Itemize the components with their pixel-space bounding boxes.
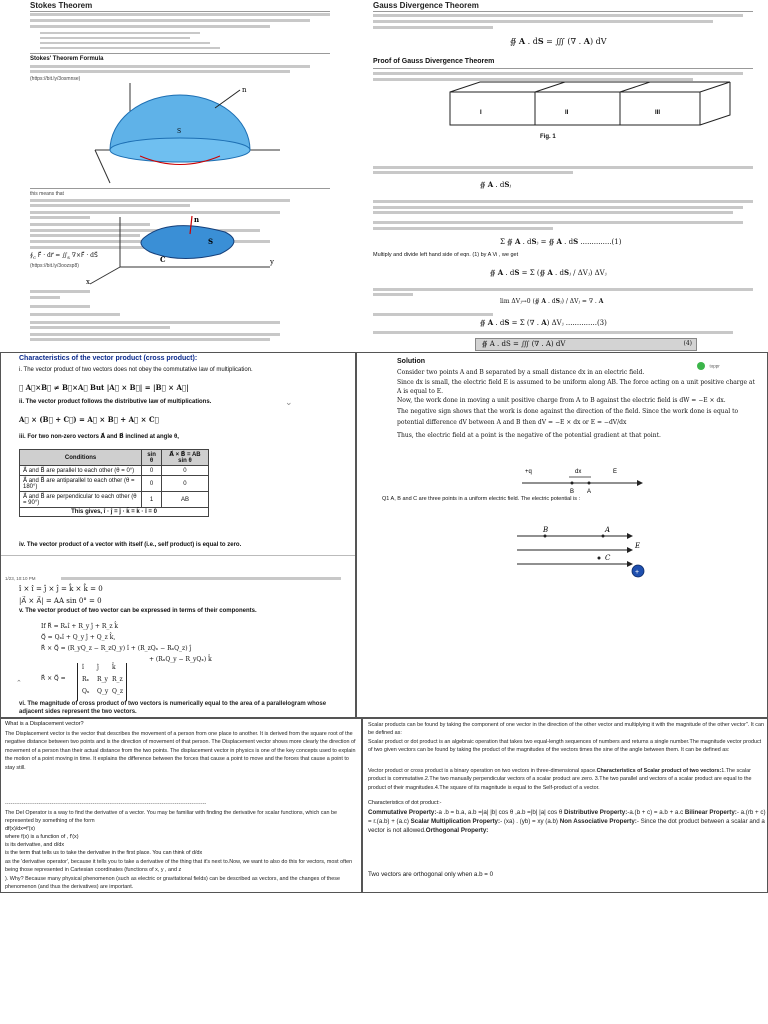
gauss-fig-caption: Fig. 1	[540, 134, 556, 140]
gauss-panel: Gauss Divergence Theorem ∯ A . dS = ∭ (∇ . A) dV Proof of Gauss Divergence Theorem I II III Fig. 1 ∯ A . dSⱼ Σ ∯ A . dSⱼ = ∯ A . dS ..............(1) Multiply and divide left hand side of eqn. (1) by A Vi , we get ∯ A . dS = Σ (∯ A . dSⱼ / ΔVⱼ) ΔVⱼ lim ΔVⱼ→0 (∯ A . dSⱼ) / ΔVⱼ = ∇ . A ∯ A . dS = Σ (∇ . A) ΔVⱼ ..............(3) ∯ A . dS = ∭ (∇ . A) dV (4)	[360, 0, 768, 352]
cross-p2: ii. The vector product follows the distributive law of multiplications.	[19, 399, 212, 405]
cross-p4: iv. The vector product of a vector with itself (i.e., self product) is equal to zero.	[19, 542, 242, 548]
cross-conditions-table	[19, 449, 209, 517]
gauss-step1: Multiply and divide left hand side of eqn. (1) by A Vi , we get	[373, 252, 519, 258]
solution-question: Q1 A, B and C are three points in a uniform electric field. The electric potential is :	[382, 496, 580, 502]
solution-line-4: The negative sign shows that the work is done against the direction of the field. Since the work done is equal to	[397, 408, 739, 415]
stokes-link-1[interactable]: (https://bit.ly/3osmnse)	[30, 76, 81, 82]
cross-p3: iii. For two non-zero vectors A⃗ and B⃗ inclined at angle θ,	[19, 434, 179, 440]
cross-eq5a: If R⃗ = Rₓî + R_y ĵ + R_z k̂	[41, 623, 119, 630]
del-line-3: is its derivative, and d/dx	[5, 842, 65, 848]
stokes-s-label: S	[177, 128, 182, 135]
table-row: A⃗ and B⃗ are parallel to each other (θ = 0°) 0 0	[20, 466, 209, 476]
zoom-icon: +	[635, 569, 640, 576]
scalar-p2: Scalar product or dot product is an algebraic operation that takes two equal-length sequences of numbers and returns a single number.The magnitude vector product of two given vectors can be found by taking the product of the magnitudes of the vectors times the sine of the angle between them. It can be defined as:	[368, 739, 762, 754]
box-label-2: II	[565, 110, 569, 116]
table-header: A⃗ × B⃗ = AB sin θ	[161, 450, 208, 466]
table-header: Conditions	[20, 450, 142, 466]
solution-line-6: Thus, the electric field at a point is the negative of the potential gradient at that point.	[397, 432, 661, 439]
stokes-surface-figure	[60, 212, 290, 287]
stokes-dome-figure	[80, 78, 310, 188]
cross-eq5d: + (RₓQ_y − R_yQₓ) k̂	[149, 656, 212, 663]
det-label: R⃗ × Q⃗ =	[41, 675, 66, 682]
stokes-title: Stokes Theorem	[30, 1, 93, 10]
table-row: A⃗ and B⃗ are antiparallel to each other (θ = 180°) 0 0	[20, 476, 209, 492]
table-header-row	[20, 450, 209, 466]
del-line-1: df(x)/dx=f'(x)	[5, 826, 35, 832]
field-a-label: A	[605, 526, 611, 534]
del-intro: The Del Operator is a way to find the derivative of a vector. You may be familiar with finding the derivative for scalar functions, which can be represented by something of the form	[5, 810, 337, 825]
cross-p1: i. The vector product of two vectors does not obey the commutative law of multiplication.	[19, 367, 253, 373]
cross-p5: v. The vector product of two vector can be expressed in terms of their components.	[19, 608, 257, 614]
gauss-proof-title: Proof of Gauss Divergence Theorem	[373, 58, 495, 65]
table-row: A⃗ and B⃗ are perpendicular to each other (θ = 90°) 1 AB	[20, 492, 209, 508]
scalar-p5: Commutative Property:-a .b = b.a, a.b =|a| |b| cos θ ,a.b =|b| |a| cos θ Distributive Property:-a.(b + c) = a.b + a.c Bilinear Property:- a.(rb + c) = r.(a.b) + (a.c) Scalar Multiplication Property:- (xa) . (yb) = xy (a.b) Non Associative Property:- Since the dot product between a scalar and a vector is not allowed.Orthogonal Property:	[368, 809, 766, 834]
gauss-boxes-figure	[440, 80, 740, 130]
timestamp: 1/23, 10:10 PM	[5, 576, 36, 581]
del-line-2: where f(x) is a function of , f'(x)	[5, 834, 79, 840]
determinant: î ĵ k̂ Rₓ R_y R_z Qₓ Q_y Q_z	[77, 663, 127, 701]
scalar-p7: Two vectors are orthogonal only when a.b = 0	[368, 871, 494, 878]
cross-eq4b: |A⃗ × A⃗| = AA sin 0° = 0	[19, 597, 102, 605]
cross-eq2: A⃗ × (B⃗ + C⃗) = A⃗ × B⃗ + A⃗ × C⃗	[19, 415, 159, 424]
scalar-p1: Scalar products can be found by taking the component of one vector in the direction of the other vector and multiplying it with the magnitude of the other vector". It can be defined as:	[368, 722, 764, 737]
cross-eq5b: Q⃗ = Qₓî + Q_y ĵ + Q_z k̂,	[41, 634, 116, 641]
field-lines-diagram	[517, 518, 657, 598]
stokes-formula-heading: Stokes' Theorem Formula	[30, 56, 104, 62]
axis-x-label: x	[86, 278, 90, 286]
cross-title: Characteristics of the vector product (cross product):	[19, 355, 198, 362]
stokes-link-2[interactable]: (https://bit.ly/3oozsp8)	[30, 263, 79, 269]
gauss-boxed-eq: ∯ A . dS = ∭ (∇ . A) dV (4)	[475, 338, 697, 351]
stokes-panel: Stokes Theorem Stokes' Theorem Formula (https://bit.ly/3osmnse) n S this means that $∮_c$ F⃗ · dr⃗ = $∬_s$ ∇×F⃗ · dS⃗ (https://bit.ly/3oozsp8) n S C x y	[0, 0, 355, 352]
cross-eq4a: î × î = ĵ × ĵ = k̂ × k̂ = 0	[19, 585, 103, 593]
stokes-n-label: n	[242, 86, 247, 94]
e-label: E	[613, 469, 618, 475]
stokes-means: this means that	[30, 191, 64, 197]
displacement-body: The Displacement vector is the vector that describes the movement of a person from one place to another. It is derived from the square root of the negative distance between two points and is the direction of movement of that person. The Displacement vector shows more clearly the direction of movement of a person than their actual distance from the two points. The displacement vector in physics is one of the key concepts used to explain the motion of a point moving in time. It explains the difference between the forces that cause a point to move and the forces that cause a point to stay still.	[5, 731, 356, 771]
axis-y-label: y	[270, 258, 274, 266]
surface-n-label: n	[194, 215, 200, 224]
divider-dashes: ------------------------------------------------------------------------------------------------------------	[5, 801, 207, 807]
charge-diagram	[517, 465, 647, 495]
a-point-label: A	[587, 489, 592, 495]
gauss-title: Gauss Divergence Theorem	[373, 1, 479, 10]
cross-product-panel	[0, 352, 356, 718]
field-b-label: B	[543, 526, 549, 534]
table-row: This gives, î · ĵ = ĵ · k̂ = k̂ · î = 0	[20, 508, 209, 517]
solution-line-1: Consider two points A and B separated by a small distance dx in an electric field.	[397, 369, 645, 376]
del-line-5: as the 'derivative operator', because it tells you to take a derivative of the thing that it's next to.Now, we want to also do this for vectors, most often being those represented in Cartesian coordinates (functions of x, y , and z	[5, 859, 353, 874]
b-point-label: B	[570, 489, 575, 495]
scalar-p4: Characteristics of dot product:-	[368, 800, 442, 806]
expand-icon[interactable]: ⌃	[16, 680, 22, 687]
del-line-4: is the term that tells us to take the derivative in the first place. You can think of d/dx	[5, 850, 203, 856]
chevron-down-icon[interactable]: ⌄	[285, 397, 293, 407]
toppr-badge: toppr	[697, 357, 743, 366]
surface-s-label: S	[208, 237, 214, 246]
solution-line-5: potential difference dV between A and B then dV = −E × dx or E = −dV/dx	[397, 419, 627, 426]
scalar-panel	[362, 718, 768, 893]
charge-label: +q	[525, 469, 532, 475]
cross-eq5c: R⃗ × Q⃗ = (R_yQ_z − R_zQ_y) î + (R_zQₓ − RₓQ_z) ĵ	[41, 645, 192, 652]
displacement-title: What is a Displacement vector?	[5, 721, 84, 727]
dx-label: dx	[575, 469, 582, 475]
cross-p6: vi. The magnitude of cross product of two vectors is numerically equal to the area of a parallelogram whose adjacent sides represent the two vectors.	[19, 701, 327, 715]
del-line-6: ). Why? Because many physical phenomenon (such as electric or gravitational fields) can be described as vectors, and the changes of these phenomenon (and thus the derivatives) are important.	[5, 876, 340, 891]
box-label-1: I	[480, 110, 482, 116]
solution-panel	[356, 352, 768, 718]
box-label-3: III	[655, 110, 661, 116]
solution-line-2: Since dx is small, the electric field E is assumed to be uniform along AB. The force acting on a unit positive charge at A is equal to E.	[397, 379, 755, 395]
cross-eq1: ∴ A⃗×B⃗ ≠ B⃗×A⃗ But |A⃗ × B⃗| = |B⃗ × A⃗|	[19, 383, 189, 392]
gauss-tag-3: (3)	[596, 319, 607, 327]
scalar-p3: Vector product or cross product is a binary operation on two vectors in three-dimensional space.Characteristics of Scalar product of two vectors:1.The scalar product is commutative.2.The two manually perpendicular vectors of a scalar product are zero. 3.The two parallel and vectors of a scalar product are equal to the product of their magnitudes.4.The square of its magnitude is equal to the Self-product of a vector.	[368, 768, 752, 791]
displacement-panel	[0, 718, 362, 893]
field-c-label: C	[605, 554, 611, 562]
surface-c-label: C	[160, 255, 166, 264]
solution-title: Solution	[397, 358, 425, 365]
gauss-tag-4: (4)	[683, 340, 692, 347]
solution-line-3: Now, the work done in moving a unit positive charge from A to B against the electric field is dW = −E × dx.	[397, 397, 726, 404]
field-e-label: E	[635, 542, 641, 550]
table-header: sin θ	[142, 450, 162, 466]
